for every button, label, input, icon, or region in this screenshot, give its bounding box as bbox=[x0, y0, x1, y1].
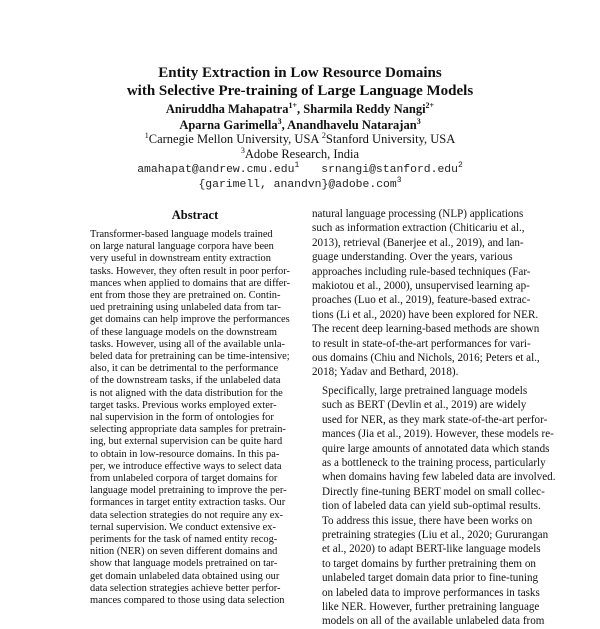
text-line: ued pretraining using unlabeled data from tar- bbox=[90, 302, 281, 314]
text-line: such as information extraction (Chiticariu et al., bbox=[312, 222, 525, 235]
text-line: Directly fine-tuning BERT model on small collec- bbox=[322, 485, 545, 498]
text-line: is not aligned with the data distribution for the bbox=[90, 387, 283, 399]
text-line: of these language models on the downstream bbox=[90, 326, 277, 338]
author-list bbox=[0, 101, 600, 133]
text-line: beled data for pretraining can be time-intensive; bbox=[90, 351, 290, 363]
text-line: language model pretraining to improve the per- bbox=[90, 485, 287, 497]
text-line: to result in state-of-the-art performances for vari- bbox=[312, 337, 531, 350]
text-line: as a bottleneck to the training process, particularly bbox=[322, 456, 546, 469]
text-line: 2018; Yadav and Bethard, 2018). bbox=[312, 366, 459, 379]
text-line: pretraining strategies (Liu et al., 2020; Gururangan bbox=[322, 528, 549, 541]
abstract-body bbox=[90, 229, 300, 607]
text-line: natural language processing (NLP) applications bbox=[312, 208, 524, 220]
affiliation-name: Adobe Research, India bbox=[244, 147, 360, 161]
text-line: makiotou et al., 2000), unsupervised learning ap- bbox=[312, 280, 530, 293]
text-line: mances (Jia et al., 2019). However, these models re- bbox=[322, 428, 554, 441]
text-line: like NER. However, further pretraining language bbox=[322, 600, 540, 613]
affiliation-line-2 bbox=[0, 147, 600, 162]
email-address: {garimell, anandvn}@adobe.com bbox=[198, 179, 397, 191]
text-line: data selection strategies do not require any ex- bbox=[90, 509, 284, 521]
author-separator: , bbox=[297, 102, 301, 116]
text-line: approaches including rule-based techniques (Far- bbox=[312, 265, 531, 278]
author-name: Sharmila Reddy Nangi bbox=[303, 102, 426, 116]
text-line: ing, but external supervision can be quite hard bbox=[90, 436, 283, 448]
email-sup: 3 bbox=[396, 176, 402, 186]
text-line: from unlabeled corpora of target domains for bbox=[90, 473, 278, 485]
author-sup: 2+ bbox=[425, 100, 435, 110]
title-line-2: with Selective Pre-training of Large Language Models bbox=[126, 83, 474, 99]
email-address: amahapat@andrew.cmu.edu bbox=[137, 164, 295, 176]
email-sup: 1 bbox=[294, 161, 300, 171]
email-line-2 bbox=[0, 178, 600, 193]
text-line: on large natural language corpora have been bbox=[90, 241, 274, 253]
text-line: tions (Li et al., 2020) have been explored for NER. bbox=[312, 308, 539, 321]
text-line: such as BERT (Devlin et al., 2019) are widely bbox=[322, 399, 527, 412]
text-line: show that language models pretrained on tar- bbox=[90, 558, 278, 570]
affiliation-name: Stanford University, USA bbox=[325, 132, 456, 146]
text-line: guage understanding. Over the years, various bbox=[312, 251, 513, 264]
text-line: ternal supervision. We conduct extensive ex- bbox=[90, 521, 276, 533]
email-sup: 2 bbox=[457, 161, 463, 171]
text-line: to obtain in low-resource domains. In this pa- bbox=[90, 448, 280, 460]
intro-paragraph-2 bbox=[312, 384, 556, 629]
author-name: Aniruddha Mahapatra bbox=[165, 102, 289, 116]
affiliation-sup: 3 bbox=[240, 145, 245, 155]
email-block bbox=[0, 163, 600, 193]
text-line: models on all of the available unlabeled data from bbox=[322, 615, 545, 628]
intro-paragraph-1 bbox=[312, 207, 540, 380]
text-line: unlabeled target domain data prior to fine-tuning bbox=[322, 572, 539, 585]
text-line: nal supervision in the form of ontologies for bbox=[90, 412, 274, 424]
affiliation-sup: 2 bbox=[321, 130, 326, 140]
paper-title bbox=[0, 64, 600, 100]
text-line: mances when applied to domains that are differ- bbox=[90, 277, 291, 289]
text-line: tasks. However, using all of the available unla- bbox=[90, 338, 285, 350]
affiliation-line-1 bbox=[0, 132, 600, 147]
author-line-1 bbox=[0, 101, 600, 117]
text-line: ent from those they are pretrained on. Contin- bbox=[90, 290, 281, 302]
text-line: ous domains (Chiu and Nichols, 2016; Peters et al., bbox=[312, 352, 540, 365]
text-line: The recent deep learning-based methods are shown bbox=[312, 323, 540, 336]
text-line: 2013), retrieval (Banerjee et al., 2019), and lan- bbox=[312, 236, 524, 249]
text-line: proaches (Luo et al., 2019), feature-based extrac- bbox=[312, 294, 531, 307]
text-line: tion of labeled data can yield sub-optimal results. bbox=[322, 500, 541, 513]
title-line-1: Entity Extraction in Low Resource Domains bbox=[158, 65, 442, 81]
text-line: quire large amounts of annotated data which stands bbox=[322, 442, 550, 455]
author-sup: 3 bbox=[416, 116, 421, 126]
author-sup: 1+ bbox=[288, 100, 298, 110]
text-line: nition (NER) on seven different domains and bbox=[90, 546, 278, 558]
text-line: also, it can be detrimental to the performance bbox=[90, 363, 279, 375]
text-line: on labeled data to improve performances in tasks bbox=[322, 586, 540, 599]
text-line: to target domains by further pretraining them on bbox=[322, 557, 536, 570]
text-line: used for NER, as they mark state-of-the-art perfor- bbox=[322, 413, 548, 426]
author-name: Aparna Garimella bbox=[179, 118, 278, 132]
text-line: To address this issue, there have been works on bbox=[322, 514, 533, 527]
affiliations bbox=[0, 132, 600, 162]
abstract-heading: Abstract bbox=[171, 208, 219, 222]
text-line: Specifically, large pretrained language models bbox=[322, 384, 528, 397]
affiliation-name: Carnegie Mellon University, USA bbox=[148, 132, 319, 146]
text-line: get domain unlabeled data obtained using our bbox=[90, 570, 280, 582]
author-separator: , bbox=[281, 118, 285, 132]
author-sup: 3 bbox=[277, 116, 282, 126]
author-name: Anandhavelu Natarajan bbox=[287, 118, 417, 132]
author-line-2 bbox=[0, 117, 600, 133]
email-address: srnangi@stanford.edu bbox=[321, 164, 458, 176]
text-line: when domains having few labeled data are involved. bbox=[322, 471, 556, 484]
text-line: get domains can help improve the performances bbox=[90, 314, 290, 326]
text-line: target tasks. Previous works employed exter- bbox=[90, 399, 277, 411]
text-line: data selection strategies achieve better perfor- bbox=[90, 582, 281, 594]
text-line: tasks. However, they often result in poor perfor- bbox=[90, 265, 290, 277]
text-line: per, we introduce effective ways to select data bbox=[90, 460, 282, 472]
email-line-1 bbox=[0, 163, 600, 178]
text-line: periments for the task of named entity recog- bbox=[90, 534, 278, 546]
text-line: formances in target entity extraction tasks. Our bbox=[90, 497, 286, 509]
text-line: very useful in downstream entity extraction bbox=[90, 253, 271, 265]
affiliation-sup: 1 bbox=[144, 130, 149, 140]
text-line: et al., 2020) to adapt BERT-like language models bbox=[322, 543, 541, 556]
text-line: Transformer-based language models trained bbox=[90, 229, 273, 240]
right-column-text bbox=[312, 207, 556, 629]
text-line: selecting appropriate data samples for pretrain- bbox=[90, 424, 286, 436]
text-line: of the downstream tasks, if the unlabeled data bbox=[90, 375, 281, 387]
text-line: mances compared to those using data selection bbox=[90, 595, 285, 607]
